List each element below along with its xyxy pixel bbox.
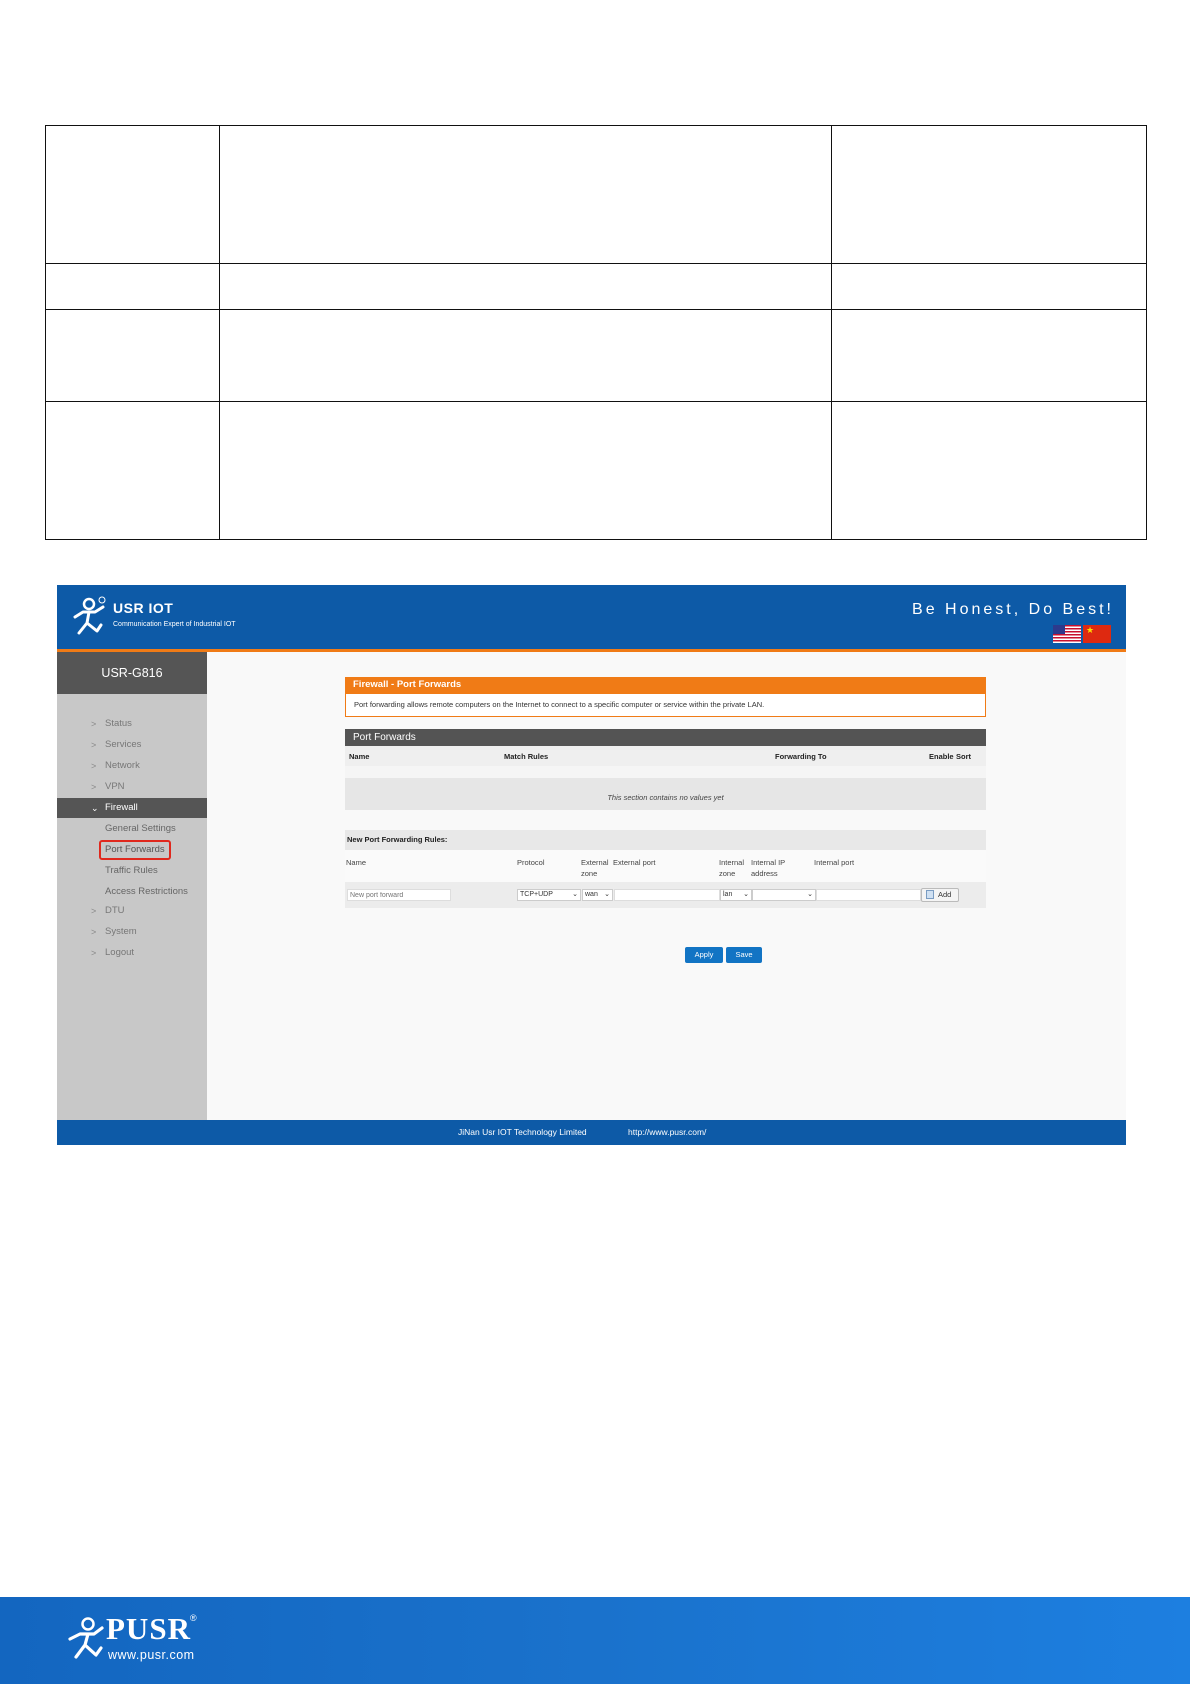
column-header: External port: [613, 858, 656, 867]
router-screenshot: [57, 585, 1126, 1145]
sidebar-subitem-access-restrictions[interactable]: Access Restrictions: [105, 886, 188, 897]
sidebar-item-vpn[interactable]: [57, 777, 207, 797]
registered-mark: ®: [190, 1613, 197, 1623]
table-row: [46, 264, 1147, 310]
router-brand-subtitle: Communication Expert of Industrial IOT: [113, 621, 236, 628]
sidebar-item-logout[interactable]: [57, 943, 207, 963]
sidebar-item-label: DTU: [105, 905, 125, 916]
sidebar-item-status[interactable]: [57, 714, 207, 734]
router-footer: [57, 1120, 1126, 1145]
internal-port-input[interactable]: [816, 889, 921, 901]
sidebar-item-label: Logout: [105, 947, 135, 958]
internal-zone-select[interactable]: [720, 889, 752, 901]
table-row: [46, 126, 1147, 264]
table-row: [46, 310, 1147, 402]
sidebar-item-label: Status: [105, 718, 132, 729]
internal-ip-select[interactable]: [752, 889, 816, 901]
device-name: USR-G816: [57, 652, 207, 694]
sidebar-item-dtu[interactable]: [57, 901, 207, 921]
column-header: Internal port: [814, 858, 855, 867]
router-brand: USR IOT: [113, 600, 174, 616]
router-slogan: Be Honest, Do Best!: [912, 601, 1114, 618]
new-rules-title: New Port Forwarding Rules:: [345, 830, 986, 850]
footer-url-link[interactable]: http://www.pusr.com/: [628, 1127, 707, 1137]
table-row: [46, 402, 1147, 540]
column-header: Internal IP address: [751, 858, 786, 878]
chevron-right-icon: >: [91, 761, 97, 771]
column-header: Enable: [929, 752, 954, 761]
chevron-right-icon: >: [91, 927, 97, 937]
column-header: Sort: [956, 752, 971, 761]
section-description: Port forwarding allows remote computers on the Internet to connect to a specific computer or service within the private LAN.: [345, 693, 986, 717]
table-cell: [832, 402, 1147, 540]
column-header: Name: [349, 752, 370, 761]
us-flag-icon[interactable]: [1053, 625, 1081, 643]
usr-logo-icon: [67, 595, 109, 637]
add-button[interactable]: [921, 888, 959, 902]
pusr-logo-icon: [64, 1615, 108, 1661]
chevron-down-icon: ⌄: [807, 891, 813, 898]
table-cell: [220, 310, 832, 402]
column-header: Protocol: [517, 858, 545, 867]
router-sidebar: [57, 652, 207, 1120]
sidebar-item-system[interactable]: [57, 922, 207, 942]
page-footer: [0, 1597, 1190, 1684]
save-button[interactable]: Save: [726, 947, 762, 963]
apply-button[interactable]: Apply: [685, 947, 723, 963]
sidebar-subitem-port-forwards[interactable]: Port Forwards: [99, 840, 171, 860]
sidebar-item-firewall[interactable]: [57, 798, 207, 818]
sidebar-item-label: Firewall: [105, 802, 138, 813]
sidebar-subitem-general-settings[interactable]: General Settings: [105, 823, 176, 834]
section-title: Firewall - Port Forwards: [345, 677, 986, 693]
router-main: [207, 652, 1126, 1120]
empty-message: This section contains no values yet: [345, 778, 986, 810]
table-cell: [220, 126, 832, 264]
new-rules-header: [345, 850, 986, 882]
table-cell: [46, 310, 220, 402]
column-header: External zone: [581, 858, 609, 878]
table-cell: [46, 402, 220, 540]
router-header: [57, 585, 1126, 649]
chevron-down-icon: ⌄: [91, 803, 99, 813]
sidebar-item-label: System: [105, 926, 137, 937]
sidebar-subitem-traffic-rules[interactable]: Traffic Rules: [105, 865, 158, 876]
pusr-brand: PUSR: [106, 1611, 191, 1646]
chevron-right-icon: >: [91, 906, 97, 916]
table-cell: [220, 264, 832, 310]
column-header: Internal zone: [719, 858, 745, 878]
external-port-input[interactable]: [614, 889, 720, 901]
external-zone-select[interactable]: [582, 889, 613, 901]
column-header: Match Rules: [504, 752, 549, 761]
chevron-down-icon: ⌄: [604, 891, 610, 898]
table-cell: [832, 126, 1147, 264]
column-header: Forwarding To: [775, 752, 827, 761]
sidebar-item-label: Services: [105, 739, 142, 750]
table-cell: [832, 264, 1147, 310]
footer-company: JiNan Usr IOT Technology Limited: [458, 1127, 587, 1137]
protocol-select[interactable]: [517, 889, 581, 901]
sidebar-item-services[interactable]: [57, 735, 207, 755]
external-zone-value: wan: [585, 891, 598, 898]
protocol-value: TCP+UDP: [520, 891, 553, 898]
add-icon: [926, 890, 934, 899]
table-cell: [832, 310, 1147, 402]
cn-flag-icon[interactable]: ★: [1083, 625, 1111, 643]
table-cell: [46, 126, 220, 264]
chevron-down-icon: ⌄: [743, 891, 749, 898]
empty-parameter-table: [45, 125, 1147, 540]
table-row: [345, 766, 986, 778]
chevron-right-icon: >: [91, 719, 97, 729]
chevron-down-icon: ⌄: [572, 891, 578, 898]
internal-zone-value: lan: [723, 891, 733, 898]
sidebar-item-label: VPN: [105, 781, 125, 792]
chevron-right-icon: >: [91, 948, 97, 958]
new-rule-row: [345, 882, 986, 908]
sidebar-item-network[interactable]: [57, 756, 207, 776]
port-forwards-title: Port Forwards: [345, 729, 986, 746]
column-header: Name: [346, 858, 367, 867]
add-button-label: Add: [938, 890, 952, 899]
chevron-right-icon: >: [91, 782, 97, 792]
pusr-url[interactable]: www.pusr.com: [108, 1648, 195, 1662]
new-port-forward-name-input[interactable]: [347, 889, 451, 901]
table-cell: [220, 402, 832, 540]
table-cell: [46, 264, 220, 310]
sidebar-item-label: Network: [105, 760, 140, 771]
chevron-right-icon: >: [91, 740, 97, 750]
port-forwards-header: [345, 746, 986, 766]
